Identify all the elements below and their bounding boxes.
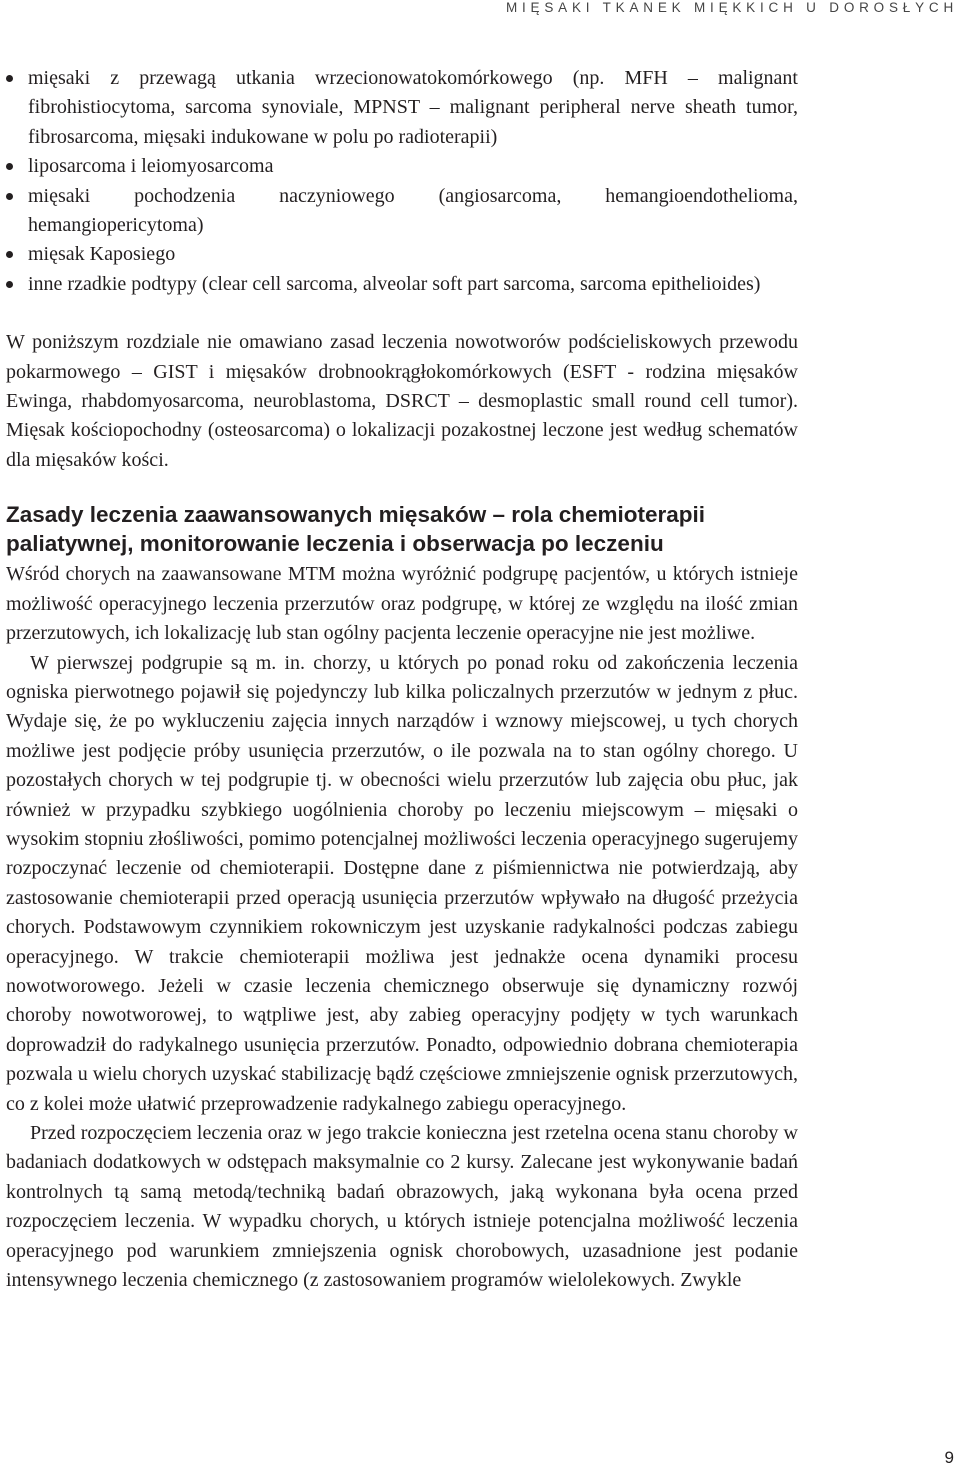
spacer xyxy=(6,299,798,328)
list-item-text: mięsak Kaposiego xyxy=(28,243,176,266)
bullet-icon xyxy=(6,281,13,288)
list-item xyxy=(6,64,798,152)
bullet-icon xyxy=(6,75,13,82)
list-item-text: inne rzadkie podtypy (clear cell sarcoma, alveolar soft part sarcoma, sarcoma epithelioides) xyxy=(28,272,761,295)
body-paragraph: W pierwszej podgrupie są m. in. chorzy, u których po ponad roku od zakończenia leczenia ogniska pierwotnego pojawił się pojedynczy lub kilka policzalnych przerzutów w jednym z płuc. Wydaje się, że po wykluczeniu zajęcia innych narządów i wznowy miejscowej, u tych chorych możliwe jest podjęcie próby usunięcia przerzutów, o ile pozwala na to stan ogólny chorego. U pozostałych chorych w tej podgrupie tj. w obecności wielu przerzutów lub zajęcia obu płuc, jak również w przypadku szybkiego uogólnienia choroby po leczeniu miejscowym – mięsaki o wysokim stopniu złośliwości, pomimo potencjalnej możliwości leczenia operacyjnego sugerujemy rozpoczynać leczenie od chemioterapii. Dostępne dane z piśmiennictwa nie potwierdzają, aby zastosowanie chemioterapii przed operacją usunięcia przerzutów wpływało na długość przeżycia chorych. Podstawowym czynnikiem rokowniczym jest uzyskanie radykalności podczas zabiegu operacyjnego. W trakcie chemioterapii możliwa jest jednakże ocena dynamiki procesu nowotworowego. Jeżeli w czasie leczenia chemicznego obserwuje się dynamiczny rozwój choroby nowotworowej, to wątpliwe jest, aby zabieg operacyjny podjęty w tych warunkach doprowadził do radykalnego usunięcia przerzutów. Ponadto, odpowiednio dobrana chemioterapia pozwala u wielu chorych uzyskać stabilizację bądź częściowe zmniejszenie ognisk przerzutowych, co z kolei może ułatwić przeprowadzenie radykalnego zabiegu operacyjnego. xyxy=(6,651,798,1115)
list-item xyxy=(6,152,798,181)
section-heading: Zasady leczenia zaawansowanych mięsaków – rola chemioterapii paliatywnej, monitorowanie leczenia i obserwacja po leczeniu xyxy=(6,502,706,557)
bullet-icon xyxy=(6,163,13,170)
running-head: MIĘSAKI TKANEK MIĘKKICH U DOROSŁYCH xyxy=(505,0,958,15)
list-item xyxy=(6,240,798,269)
body-paragraph: Wśród chorych na zaawansowane MTM można wyróżnić podgrupę pacjentów, u których istnieje możliwość operacyjnego leczenia przerzutów oraz podgrupę, w której ze względu na ilość zmian przerzutowych, ich lokalizację lub stan ogólny pacjenta leczenie operacyjne nie jest możliwe. xyxy=(6,563,798,645)
list-item-text: mięsaki z przewagą utkania wrzecionowatokomórkowego (np. MFH – malignant fibrohistiocytoma, sarcoma synoviale, MPNST – malignant peripheral nerve sheath tumor, fibrosarcoma, mięsaki indukowane w polu po radioterapii) xyxy=(28,67,798,148)
list-item-text: liposarcoma i leiomyosarcoma xyxy=(28,155,274,178)
list-item-text: mięsaki pochodzenia naczyniowego (angiosarcoma, hemangioendothelioma, hemangiopericytoma) xyxy=(28,184,798,237)
intro-paragraph: W poniższym rozdziale nie omawiano zasad leczenia nowotworów podścieliskowych przewodu pokarmowego – GIST i mięsaków drobnookrągłokomórkowych (ESFT - rodzina mięsaków Ewinga, rhabdomyosarcoma, neuroblastoma, DSRCT – desmoplastic small round cell tumor). Mięsak kościopochodny (osteosarcoma) o lokalizacji pozakostnej leczone jest według schematów dla mięsaków kości. xyxy=(6,331,798,471)
bullet-icon xyxy=(6,251,13,258)
body-paragraph: Przed rozpoczęciem leczenia oraz w jego trakcie konieczna jest rzetelna ocena stanu choroby w badaniach dodatkowych w odstępach maksymalnie co 2 kursy. Zalecane jest wykonywanie badań kontrolnych tą samą metodą/techniką badań obrazowych, jaką wykonana była ocena przed rozpoczęciem leczenia. W wypadku chorych, u których istnieje potencjalna możliwość leczenia operacyjnego pod warunkiem zmniejszenia ognisk chorobowych, uzasadnione jest podanie intensywnego leczenia chemicznego (z zastosowaniem programów wielolekowych. Zwykle xyxy=(6,1122,798,1292)
list-item xyxy=(6,182,798,241)
list-item xyxy=(6,270,798,299)
page-body xyxy=(6,64,798,1295)
bullet-icon xyxy=(6,193,13,200)
page-number: 9 xyxy=(944,1448,954,1467)
bullet-list xyxy=(6,64,798,299)
